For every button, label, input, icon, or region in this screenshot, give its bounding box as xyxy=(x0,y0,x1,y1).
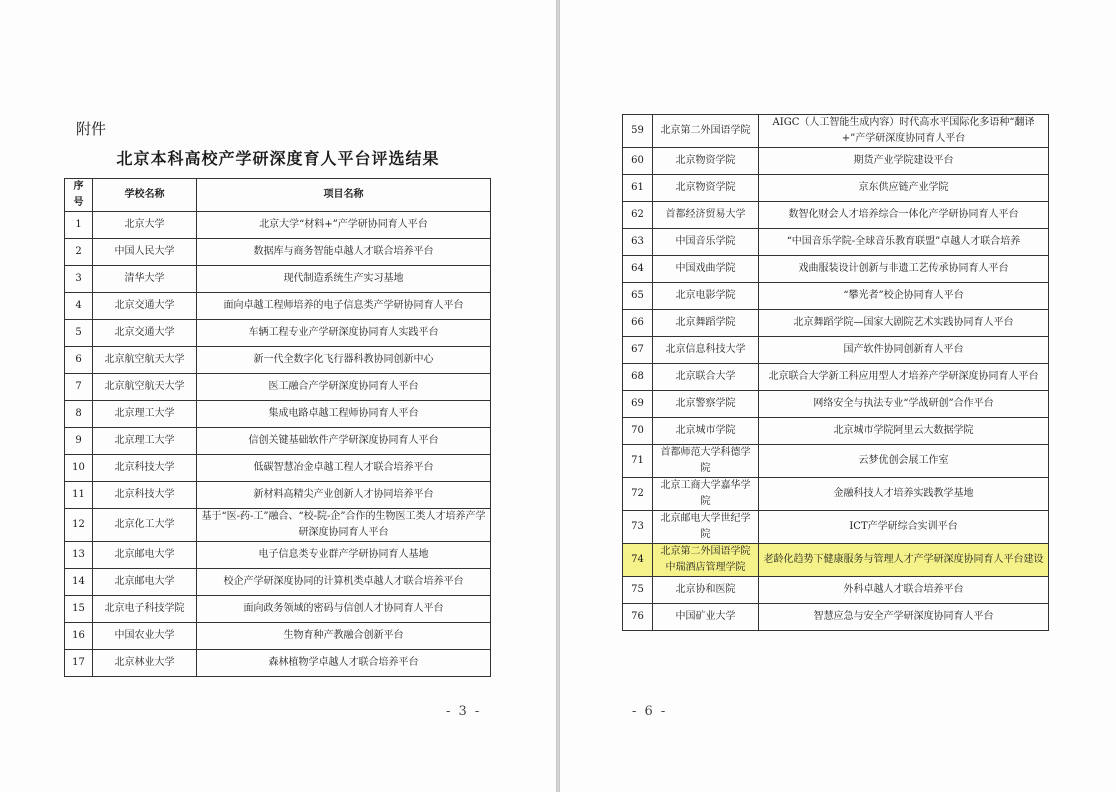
cell-project: ICT产学研综合实训平台 xyxy=(759,511,1049,544)
table-row xyxy=(65,482,491,509)
cell-school: 北京电子科技学院 xyxy=(93,596,197,623)
cell-project: 新一代全数字化飞行器科教协同创新中心 xyxy=(197,347,491,374)
cell-school: 北京协和医院 xyxy=(653,577,759,604)
cell-project: 金融科技人才培养实践教学基地 xyxy=(759,478,1049,511)
cell-index: 6 xyxy=(65,347,93,374)
cell-school: 中国农业大学 xyxy=(93,623,197,650)
cell-index: 1 xyxy=(65,212,93,239)
cell-school: 北京航空航天大学 xyxy=(93,374,197,401)
cell-project: 智慧应急与安全产学研深度协同育人平台 xyxy=(759,604,1049,631)
table-row xyxy=(623,364,1049,391)
cell-school: 中国人民大学 xyxy=(93,239,197,266)
cell-school: 北京物资学院 xyxy=(653,148,759,175)
cell-school: 北京信息科技大学 xyxy=(653,337,759,364)
cell-school: 北京交通大学 xyxy=(93,293,197,320)
results-table-left xyxy=(64,178,491,677)
cell-index: 11 xyxy=(65,482,93,509)
table-header-row xyxy=(65,179,491,212)
cell-index: 16 xyxy=(65,623,93,650)
table-row xyxy=(623,544,1049,577)
cell-index: 74 xyxy=(623,544,653,577)
table-row xyxy=(623,391,1049,418)
table-row xyxy=(65,401,491,428)
cell-school: 北京第二外国语学院 xyxy=(653,115,759,148)
cell-project: 医工融合产学研深度协同育人平台 xyxy=(197,374,491,401)
column-header-school: 学校名称 xyxy=(93,179,197,212)
cell-school: 北京科技大学 xyxy=(93,482,197,509)
cell-school: 北京理工大学 xyxy=(93,401,197,428)
cell-school: 北京邮电大学 xyxy=(93,569,197,596)
cell-school: 北京林业大学 xyxy=(93,650,197,677)
cell-project: 云梦优创会展工作室 xyxy=(759,445,1049,478)
cell-school: 北京交通大学 xyxy=(93,320,197,347)
cell-project: 低碳智慧冶金卓越工程人才联合培养平台 xyxy=(197,455,491,482)
cell-index: 61 xyxy=(623,175,653,202)
table-row xyxy=(65,212,491,239)
cell-index: 60 xyxy=(623,148,653,175)
table-row xyxy=(65,428,491,455)
table-row xyxy=(623,604,1049,631)
cell-index: 67 xyxy=(623,337,653,364)
cell-index: 10 xyxy=(65,455,93,482)
document-page-right xyxy=(560,0,1116,792)
cell-index: 62 xyxy=(623,202,653,229)
cell-index: 71 xyxy=(623,445,653,478)
table-row xyxy=(65,455,491,482)
cell-project: 数据库与商务智能卓越人才联合培养平台 xyxy=(197,239,491,266)
cell-project: “中国音乐学院-全球音乐教育联盟”卓越人才联合培养 xyxy=(759,229,1049,256)
table-row xyxy=(65,239,491,266)
cell-project: 国产软件协同创新育人平台 xyxy=(759,337,1049,364)
cell-index: 9 xyxy=(65,428,93,455)
cell-school: 北京警察学院 xyxy=(653,391,759,418)
cell-index: 15 xyxy=(65,596,93,623)
cell-school: 北京第二外国语学院中瑞酒店管理学院 xyxy=(653,544,759,577)
cell-project: 森林植物学卓越人才联合培养平台 xyxy=(197,650,491,677)
table-row xyxy=(65,623,491,650)
cell-index: 12 xyxy=(65,509,93,542)
table-row xyxy=(65,509,491,542)
table-row xyxy=(623,256,1049,283)
table-row xyxy=(623,337,1049,364)
table-row xyxy=(623,175,1049,202)
cell-school: 北京理工大学 xyxy=(93,428,197,455)
cell-project: 外科卓越人才联合培养平台 xyxy=(759,577,1049,604)
cell-index: 72 xyxy=(623,478,653,511)
table-row xyxy=(623,148,1049,175)
cell-project: 北京联合大学新工科应用型人才培养产学研深度协同育人平台 xyxy=(759,364,1049,391)
cell-index: 17 xyxy=(65,650,93,677)
cell-school: 北京科技大学 xyxy=(93,455,197,482)
cell-school: 北京物资学院 xyxy=(653,175,759,202)
cell-school: 北京电影学院 xyxy=(653,283,759,310)
cell-project: 期货产业学院建设平台 xyxy=(759,148,1049,175)
cell-project: 北京城市学院阿里云大数据学院 xyxy=(759,418,1049,445)
cell-school: 北京联合大学 xyxy=(653,364,759,391)
table-row xyxy=(65,650,491,677)
cell-index: 5 xyxy=(65,320,93,347)
cell-project: 老龄化趋势下健康服务与管理人才产学研深度协同育人平台建设 xyxy=(759,544,1049,577)
cell-index: 68 xyxy=(623,364,653,391)
cell-school: 北京航空航天大学 xyxy=(93,347,197,374)
cell-project: 新材料高精尖产业创新人才协同培养平台 xyxy=(197,482,491,509)
cell-project: 面向政务领域的密码与信创人才协同育人平台 xyxy=(197,596,491,623)
cell-school: 北京邮电大学世纪学院 xyxy=(653,511,759,544)
cell-index: 64 xyxy=(623,256,653,283)
table-row xyxy=(623,115,1049,148)
cell-school: 首都师范大学科德学院 xyxy=(653,445,759,478)
cell-project: “攀光者”校企协同育人平台 xyxy=(759,283,1049,310)
cell-school: 北京城市学院 xyxy=(653,418,759,445)
cell-school: 中国矿业大学 xyxy=(653,604,759,631)
table-row xyxy=(65,542,491,569)
cell-index: 3 xyxy=(65,266,93,293)
cell-index: 69 xyxy=(623,391,653,418)
table-row xyxy=(623,310,1049,337)
cell-project: 校企产学研深度协同的计算机类卓越人才联合培养平台 xyxy=(197,569,491,596)
cell-index: 63 xyxy=(623,229,653,256)
cell-project: 电子信息类专业群产学研协同育人基地 xyxy=(197,542,491,569)
cell-index: 73 xyxy=(623,511,653,544)
column-header-index: 序号 xyxy=(65,179,93,212)
cell-project: 北京大学“材料+”产学研协同育人平台 xyxy=(197,212,491,239)
table-row xyxy=(65,293,491,320)
cell-index: 76 xyxy=(623,604,653,631)
cell-index: 75 xyxy=(623,577,653,604)
table-row xyxy=(623,445,1049,478)
cell-school: 清华大学 xyxy=(93,266,197,293)
table-row xyxy=(623,283,1049,310)
cell-project: 基于“医-药-工”融合、“校-院-企”合作的生物医工类人才培养产学研深度协同育人平台 xyxy=(197,509,491,542)
cell-project: AIGC（人工智能生成内容）时代高水平国际化多语种“翻译+”产学研深度协同育人平台 xyxy=(759,115,1049,148)
cell-index: 14 xyxy=(65,569,93,596)
cell-school: 北京化工大学 xyxy=(93,509,197,542)
cell-project: 数智化财会人才培养综合一体化产学研协同育人平台 xyxy=(759,202,1049,229)
cell-index: 65 xyxy=(623,283,653,310)
cell-school: 北京邮电大学 xyxy=(93,542,197,569)
page-number: - 3 - xyxy=(446,704,482,719)
document-page-left xyxy=(0,0,556,792)
cell-project: 集成电路卓越工程师协同育人平台 xyxy=(197,401,491,428)
document-title: 北京本科高校产学研深度育人平台评选结果 xyxy=(116,149,440,168)
table-row xyxy=(623,202,1049,229)
table-row xyxy=(65,320,491,347)
cell-index: 7 xyxy=(65,374,93,401)
table-row xyxy=(65,596,491,623)
cell-project: 网络安全与执法专业“学战研创”合作平台 xyxy=(759,391,1049,418)
cell-project: 京东供应链产业学院 xyxy=(759,175,1049,202)
table-row xyxy=(65,266,491,293)
cell-index: 59 xyxy=(623,115,653,148)
cell-project: 现代制造系统生产实习基地 xyxy=(197,266,491,293)
table-row xyxy=(623,229,1049,256)
cell-index: 70 xyxy=(623,418,653,445)
page-number: - 6 - xyxy=(632,704,668,719)
table-row xyxy=(623,511,1049,544)
cell-school: 中国戏曲学院 xyxy=(653,256,759,283)
table-row xyxy=(65,347,491,374)
cell-project: 面向卓越工程师培养的电子信息类产学研协同育人平台 xyxy=(197,293,491,320)
table-row xyxy=(623,478,1049,511)
table-row xyxy=(623,577,1049,604)
table-row xyxy=(623,418,1049,445)
cell-school: 北京工商大学嘉华学院 xyxy=(653,478,759,511)
table-row xyxy=(65,569,491,596)
cell-project: 信创关键基础软件产学研深度协同育人平台 xyxy=(197,428,491,455)
cell-school: 中国音乐学院 xyxy=(653,229,759,256)
cell-project: 北京舞蹈学院—国家大剧院艺术实践协同育人平台 xyxy=(759,310,1049,337)
column-header-project: 项目名称 xyxy=(197,179,491,212)
cell-school: 北京大学 xyxy=(93,212,197,239)
results-table-right xyxy=(622,114,1049,631)
cell-index: 66 xyxy=(623,310,653,337)
cell-school: 首都经济贸易大学 xyxy=(653,202,759,229)
cell-index: 13 xyxy=(65,542,93,569)
cell-school: 北京舞蹈学院 xyxy=(653,310,759,337)
cell-project: 戏曲服装设计创新与非遗工艺传承协同育人平台 xyxy=(759,256,1049,283)
cell-index: 8 xyxy=(65,401,93,428)
cell-index: 2 xyxy=(65,239,93,266)
cell-index: 4 xyxy=(65,293,93,320)
table-row xyxy=(65,374,491,401)
cell-project: 车辆工程专业产学研深度协同育人实践平台 xyxy=(197,320,491,347)
cell-project: 生物育种产教融合创新平台 xyxy=(197,623,491,650)
annex-label: 附件 xyxy=(76,120,107,138)
